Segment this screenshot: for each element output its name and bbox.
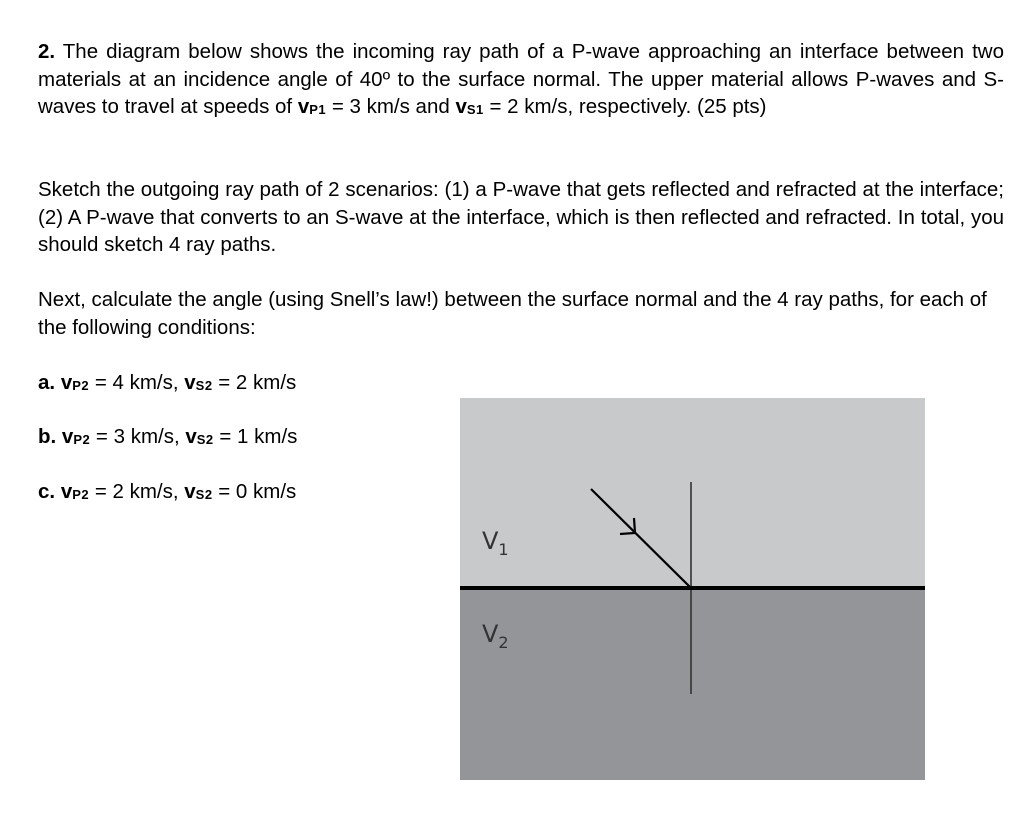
problem-number: 2.: [38, 40, 56, 63]
condition-c: c. $v_{P2} = 2$ km/s, $v_{S2} = 0$ km/s: [38, 480, 297, 503]
condition-a: a. $v_{P2} = 4$ km/s, $v_{S2} = 2$ km/s: [38, 371, 297, 394]
problem-intro: The diagram below shows the incoming ray path of a P-wave approaching an interface between two materials at an incidence angle of 40º to the surface normal. The upper material allows P-waves and S-waves to travel at speeds of: [38, 40, 1004, 118]
ray-diagram: [460, 398, 925, 780]
vp1-symbol: $v_{P1}$: [297, 95, 327, 118]
upper-velocity-label: $V_1$: [482, 527, 509, 559]
lower-medium: [460, 588, 925, 780]
vs1-symbol: $v_{S1}$: [455, 95, 484, 118]
calculation-instructions: Next, calculate the angle (using Snell’s law!) between the surface normal and the 4 ray paths, for each of the following conditions:: [38, 288, 987, 339]
vp1-value: = 3 km/s and: [326, 95, 456, 118]
condition-b: b. $v_{P2} = 3$ km/s, $v_{S2} = 1$ km/s: [38, 425, 298, 448]
lower-velocity-label: $V_2$: [482, 620, 509, 652]
problem-statement: [38, 38, 1004, 123]
vs1-value: = 2 km/s, respectively. (25 pts): [483, 95, 767, 118]
sketch-instructions: Sketch the outgoing ray path of 2 scenarios: (1) a P-wave that gets reflected and refracted at the interface; (2) A P-wave that converts to an S-wave at the interface, which is then reflected and refracted. In total, you should sketch 4 ray paths.: [38, 178, 1004, 256]
upper-medium: [460, 398, 925, 588]
